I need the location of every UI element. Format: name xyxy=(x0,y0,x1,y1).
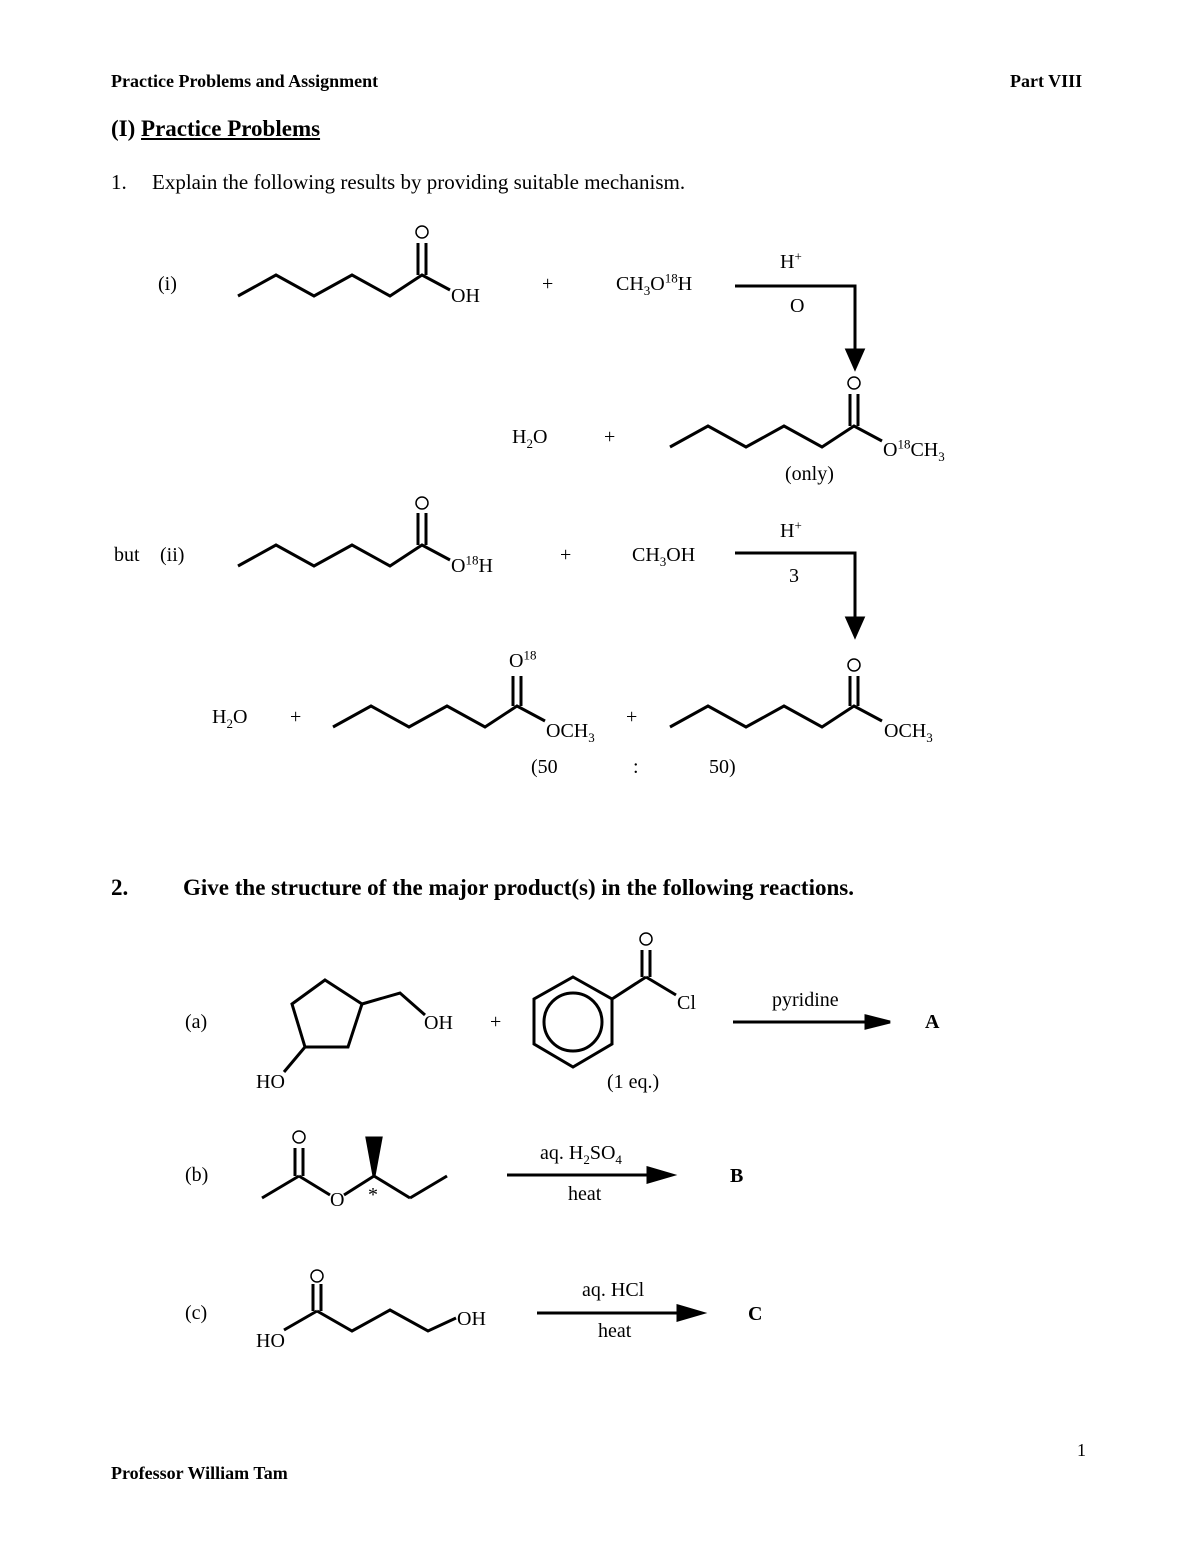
methanol-label: $CH_3OH$ xyxy=(632,544,696,569)
q2-text: Give the structure of the major product(s) in the following reactions. xyxy=(183,875,854,900)
q1-number: 1. xyxy=(111,170,127,194)
q1-text: Explain the following results by providing suitable mechanism. xyxy=(152,170,686,194)
q2-a-label: (a) xyxy=(185,1011,208,1033)
plus-i: + xyxy=(542,273,554,295)
ratio-right: 50) xyxy=(709,756,736,778)
product-ester-ii-b xyxy=(670,659,882,727)
plus-ii: + xyxy=(560,544,572,566)
plus-i-product: + xyxy=(604,426,616,448)
q2-c-label: (c) xyxy=(185,1302,208,1324)
cl-label: Cl xyxy=(677,992,696,1014)
oh-label-c: OH xyxy=(457,1308,486,1330)
reaction-arrow-a xyxy=(733,1016,890,1028)
product-ester-i xyxy=(670,377,882,447)
och3-label-b: $OCH_3$ xyxy=(884,720,933,745)
section-number: (I) xyxy=(111,116,136,141)
stereo-mark: * xyxy=(368,1184,378,1206)
catalyst-ii: H+ xyxy=(780,517,802,542)
catalyst-i: H+ xyxy=(780,248,802,273)
arrow-below-i: O xyxy=(790,295,805,317)
reaction-arrow-ii xyxy=(735,553,863,636)
q1-ii-label: (ii) xyxy=(160,544,185,566)
o18-carbonyl-label: $O^{18}$ xyxy=(509,647,537,672)
reaction-arrow-b xyxy=(507,1168,672,1182)
hydroxybutanoic-acid-structure xyxy=(284,1270,456,1331)
q2-b-label: (b) xyxy=(185,1164,209,1186)
och3-label-a: $OCH_3$ xyxy=(546,720,595,745)
plus-ii-product-a: + xyxy=(290,706,302,728)
product-ester-ii-a xyxy=(333,676,545,727)
o18-methyl-label: $O^{18}CH_3$ xyxy=(883,436,945,464)
product-b: B xyxy=(730,1165,744,1187)
condition-b-top: aq. $H_2SO_4$ xyxy=(540,1142,622,1167)
water-i: $H_2O$ xyxy=(512,426,548,451)
condition-c-bottom: heat xyxy=(598,1320,632,1342)
section-heading: Practice Problems xyxy=(141,116,321,141)
condition-c-top: aq. HCl xyxy=(582,1279,645,1301)
labeled-hexanoic-acid-structure xyxy=(238,497,450,566)
ratio-sep: : xyxy=(633,756,639,778)
cyclopentane-diol-structure xyxy=(284,980,425,1072)
q1-i-label: (i) xyxy=(158,273,177,295)
header-left: Practice Problems and Assignment xyxy=(111,71,379,91)
reagent-amount-a: (1 eq.) xyxy=(607,1071,660,1093)
condition-a: pyridine xyxy=(772,989,839,1011)
product-a: A xyxy=(925,1011,940,1033)
benzoyl-chloride-structure xyxy=(534,933,676,1067)
hexanoic-acid-structure xyxy=(238,226,450,296)
q2-number: 2. xyxy=(111,875,129,900)
arrow-below-ii: 3 xyxy=(789,565,799,587)
ester-o-label: O xyxy=(330,1189,345,1211)
water-ii: $H_2O$ xyxy=(212,706,248,731)
but-prefix: but xyxy=(114,544,140,566)
oh-label-i: OH xyxy=(451,285,480,307)
only-note: (only) xyxy=(785,463,834,485)
page-number: 1 xyxy=(1077,1440,1086,1460)
reaction-arrow-c xyxy=(537,1306,702,1320)
ho-label-a: HO xyxy=(256,1071,285,1093)
o18h-label: $O^{18}H$ xyxy=(451,552,493,577)
oh-label-a: OH xyxy=(424,1012,453,1034)
plus-a: + xyxy=(490,1011,502,1033)
ho-label-c: HO xyxy=(256,1330,285,1352)
methanol-o18-label: $CH_3O^{18}H$ xyxy=(616,270,693,298)
header-right: Part VIII xyxy=(1010,71,1083,91)
plus-ii-product-b: + xyxy=(626,706,638,728)
product-c: C xyxy=(748,1303,763,1325)
sec-butyl-acetate-structure xyxy=(262,1131,447,1198)
ratio-left: (50 xyxy=(531,756,558,778)
footer-author: Professor William Tam xyxy=(111,1463,288,1483)
condition-b-bottom: heat xyxy=(568,1183,602,1205)
